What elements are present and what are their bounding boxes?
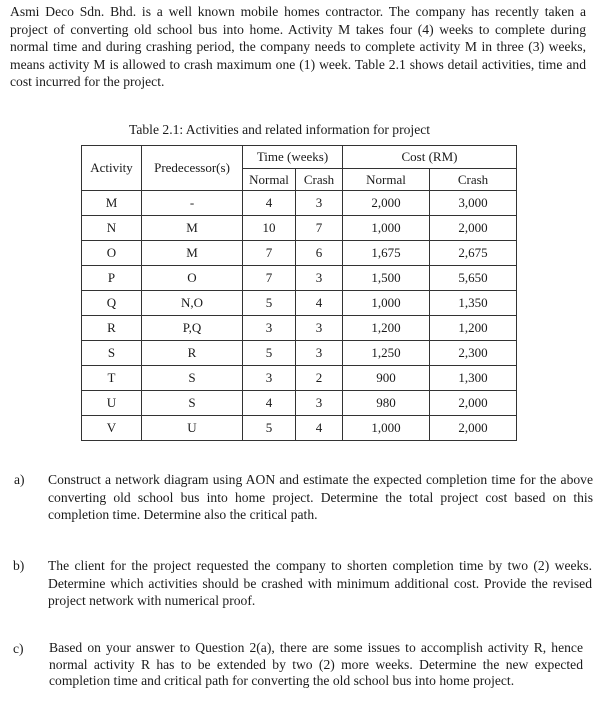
cell-activity: U (82, 391, 142, 416)
table-caption: Table 2.1: Activities and related information for project (129, 122, 431, 137)
table-row (82, 266, 517, 291)
header-time-normal: Normal (243, 169, 296, 191)
cell-predecessor: R (142, 341, 243, 366)
cell-time-crash: 4 (296, 416, 343, 441)
cell-time-normal: 3 (243, 366, 296, 391)
cell-cost-normal: 900 (343, 366, 430, 391)
cell-activity: V (82, 416, 142, 441)
cell-predecessor: P,Q (142, 316, 243, 341)
cell-predecessor: S (142, 391, 243, 416)
cell-cost-crash: 2,000 (430, 391, 517, 416)
question-label: a) (14, 472, 25, 487)
question-text: Based on your answer to Question 2(a), there are some issues to accomplish activity R, hence normal activity R has to be extended by two (2) more weeks. Determine the new expected completion time and critical path for converting the old school bus into home project. (49, 640, 583, 688)
cell-cost-normal: 2,000 (343, 191, 430, 216)
header-cost-crash: Crash (430, 169, 517, 191)
cell-activity: O (82, 241, 142, 266)
cell-time-normal: 4 (243, 391, 296, 416)
cell-time-normal: 5 (243, 341, 296, 366)
cell-cost-normal: 1,200 (343, 316, 430, 341)
table-row (82, 416, 517, 441)
table-row (82, 366, 517, 391)
cell-predecessor: U (142, 416, 243, 441)
cell-cost-crash: 1,350 (430, 291, 517, 316)
cell-activity: Q (82, 291, 142, 316)
cell-cost-crash: 5,650 (430, 266, 517, 291)
cell-cost-normal: 1,000 (343, 291, 430, 316)
cell-predecessor: N,O (142, 291, 243, 316)
table-row (82, 341, 517, 366)
cell-time-crash: 4 (296, 291, 343, 316)
table-row (82, 291, 517, 316)
header-activity: Activity (82, 146, 142, 191)
cell-cost-crash: 2,000 (430, 416, 517, 441)
cell-cost-normal: 1,250 (343, 341, 430, 366)
cell-predecessor: - (142, 191, 243, 216)
cell-time-normal: 3 (243, 316, 296, 341)
cell-time-normal: 7 (243, 266, 296, 291)
cell-time-crash: 3 (296, 191, 343, 216)
cell-time-normal: 7 (243, 241, 296, 266)
cell-cost-normal: 980 (343, 391, 430, 416)
cell-activity: P (82, 266, 142, 291)
header-cost-group: Cost (RM) (343, 146, 517, 169)
cell-time-crash: 7 (296, 216, 343, 241)
cell-time-crash: 2 (296, 366, 343, 391)
intro-paragraph: Asmi Deco Sdn. Bhd. is a well known mobile homes contractor. The company has recently taken a project of converting old school bus into home. Activity M takes four (4) weeks to complete during normal time and during crashing period, the company needs to complete activity M in three (3) weeks, means activity M is allowed to crash maximum one (1) week. Table 2.1 shows detail activities, time and cost incurred for the project. (10, 4, 586, 90)
table-row (82, 391, 517, 416)
header-cost-normal: Normal (343, 169, 430, 191)
cell-time-crash: 3 (296, 391, 343, 416)
cell-activity: S (82, 341, 142, 366)
cell-activity: R (82, 316, 142, 341)
cell-time-normal: 4 (243, 191, 296, 216)
header-predecessor: Predecessor(s) (142, 146, 243, 191)
question-label: b) (13, 558, 25, 573)
cell-cost-normal: 1,675 (343, 241, 430, 266)
cell-time-crash: 6 (296, 241, 343, 266)
table-row (82, 241, 517, 266)
cell-activity: N (82, 216, 142, 241)
cell-cost-normal: 1,000 (343, 416, 430, 441)
activity-table (81, 145, 517, 441)
header-time-crash: Crash (296, 169, 343, 191)
cell-time-crash: 3 (296, 266, 343, 291)
cell-predecessor: M (142, 216, 243, 241)
table-row (82, 191, 517, 216)
cell-cost-crash: 1,300 (430, 366, 517, 391)
cell-cost-normal: 1,000 (343, 216, 430, 241)
question-text: Construct a network diagram using AON and estimate the expected completion time for the above converting old school bus into home project. Determine the total project cost based on this completion time. Determine also the critical path. (48, 472, 593, 522)
header-time-group: Time (weeks) (243, 146, 343, 169)
cell-time-crash: 3 (296, 341, 343, 366)
table-row (82, 316, 517, 341)
cell-activity: M (82, 191, 142, 216)
cell-cost-crash: 3,000 (430, 191, 517, 216)
cell-cost-crash: 1,200 (430, 316, 517, 341)
cell-cost-crash: 2,675 (430, 241, 517, 266)
cell-cost-normal: 1,500 (343, 266, 430, 291)
question-text: The client for the project requested the company to shorten completion time by two (2) weeks. Determine which activities should be crashed with minimum additional cost. Provide the revised project network with numerical proof. (48, 558, 592, 608)
cell-predecessor: S (142, 366, 243, 391)
cell-time-normal: 5 (243, 291, 296, 316)
cell-cost-crash: 2,000 (430, 216, 517, 241)
cell-predecessor: M (142, 241, 243, 266)
cell-activity: T (82, 366, 142, 391)
cell-time-normal: 10 (243, 216, 296, 241)
header-row-1 (82, 146, 517, 169)
cell-time-normal: 5 (243, 416, 296, 441)
question-label: c) (13, 641, 24, 656)
cell-cost-crash: 2,300 (430, 341, 517, 366)
cell-time-crash: 3 (296, 316, 343, 341)
table-row (82, 216, 517, 241)
cell-predecessor: O (142, 266, 243, 291)
